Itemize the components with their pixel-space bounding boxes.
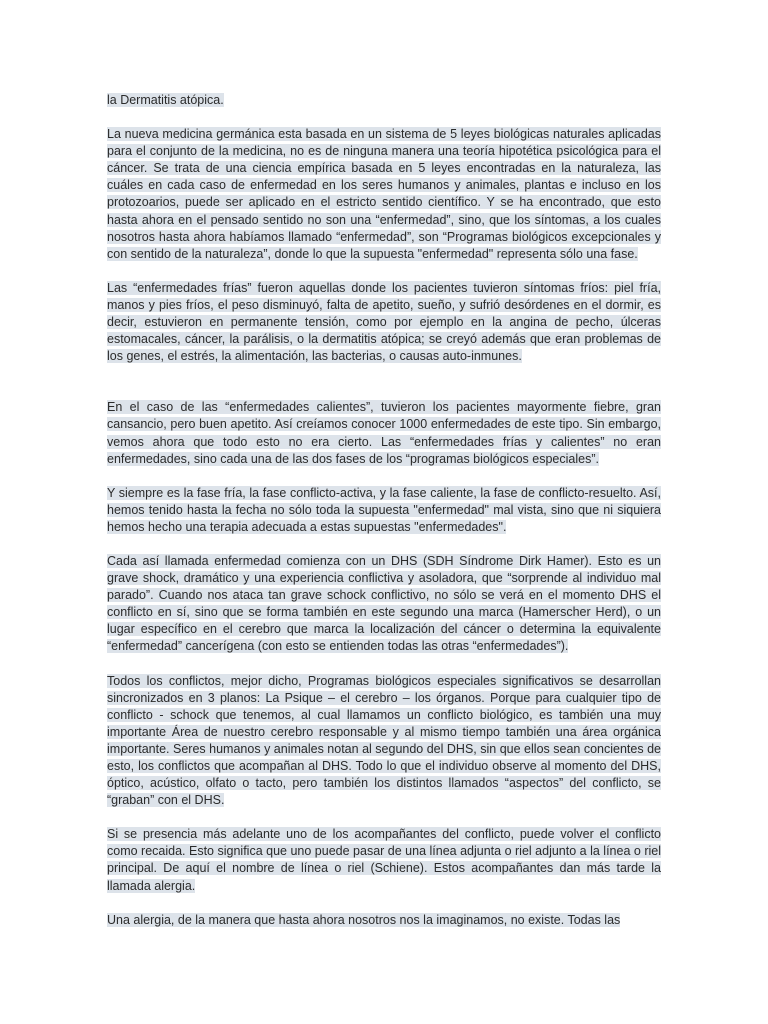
paragraph-fase-fria: Y siempre es la fase fría, la fase conflicto-activa, y la fase caliente, la fase de conflicto-resuelto. Así, hemos tenido hasta la fecha no sólo toda la supuesta "enfermedad" mal vista, sino que ni siquiera hemos hecho una terapia adecuada a estas supuestas "enfermedades". bbox=[107, 485, 661, 534]
document-page bbox=[107, 92, 661, 946]
paragraph-enfermedades-calientes: En el caso de las “enfermedades calientes”, tuvieron los pacientes mayormente fiebre, gran cansancio, pero buen apetito. Así creíamos conocer 1000 enfermedades de este tipo. Sin embargo, vemos ahora que todo esto no era cierto. Las “enfermedades frías y calientes” no eran enfermedades, sino cada una de las dos fases de los “programas biológicos especiales”. bbox=[107, 400, 661, 466]
paragraph-nueva-medicina: La nueva medicina germánica esta basada en un sistema de 5 leyes biológicas naturales aplicadas para el conjunto de la medicina, no es de ninguna manera una teoría hipotética psicológica para el cáncer. Se trata de una ciencia empírica basada en 5 leyes encontradas en la naturaleza, las cuáles en cada caso de enfermedad en los seres humanos y animales, plantas e incluso en los protozoarios, puede ser aplicado en el estricto sentido científico. Y se ha encontrado, que esto hasta ahora en el pensado sentido no son una “enfermedad”, sino, que los síntomas, a los cuales nosotros hasta ahora habíamos llamado “enfermedad”, son “Programas biológicos excepcionales y con sentido de la naturaleza”, donde lo que la supuesta "enfermedad" representa sólo una fase. bbox=[107, 127, 661, 261]
paragraph-recaida: Si se presencia más adelante uno de los acompañantes del conflicto, puede volver el conflicto como recaida. Esto significa que uno puede pasar de una línea adjunta o riel adjunto a la línea o riel principal. De aquí el nombre de línea o riel (Schiene). Estos acompañantes dan más tarde la llamada alergia. bbox=[107, 827, 661, 893]
paragraph-dhs: Cada así llamada enfermedad comienza con un DHS (SDH Síndrome Dirk Hamer). Esto es un grave shock, dramático y una experiencia conflictiva y asoladora, que “sorprende al individuo mal parado”. Cuando nos ataca tan grave schock conflictivo, no sólo se verá en el momento DHS el conflicto en sí, sino que se forma también en este segundo una marca (Hamerscher Herd), o un lugar específico en el cerebro que marca la localización del cáncer o determina la equivalente “enfermedad” cancerígena (con esto se entienden todas las otras “enfermedades”). bbox=[107, 553, 661, 654]
paragraph-alergia: Una alergia, de la manera que hasta ahora nosotros nos la imaginamos, no existe. Todas las bbox=[107, 912, 621, 927]
paragraph-enfermedades-frias: Las “enfermedades frías” fueron aquellas donde los pacientes tuvieron síntomas fríos: piel fría, manos y pies fríos, el peso disminuyó, falta de apetito, sueño, y sufrió desórdenes en el dormir, es decir, estuvieron en permanente tensión, como por ejemplo en la angina de pecho, úlceras estomacales, cáncer, la parálisis, o la dermatitis atópica; se creyó además que eran problemas de los genes, el estrés, la alimentación, las bacterias, o causas auto-inmunes. bbox=[107, 280, 661, 364]
document-heading: la Dermatitis atópica. bbox=[107, 93, 224, 107]
paragraph-tres-planos: Todos los conflictos, mejor dicho, Programas biológicos especiales significativos se desarrollan sincronizados en 3 planos: La Psique – el cerebro – los órganos. Porque para cualquier tipo de conflicto - schock que tenemos, al cual llamamos un conflicto biológico, es también una muy importante Área de nuestro cerebro responsable y al mismo tiempo también una área orgánica importante. Seres humanos y animales notan al segundo del DHS, sin que ellos sean concientes de esto, los conflictos que acompañan al DHS. Todo lo que el individuo observe al momento del DHS, óptico, acústico, olfato o tacto, pero también los distintos llamados “aspectos” del conflicto, se “graban” con el DHS. bbox=[107, 673, 661, 808]
